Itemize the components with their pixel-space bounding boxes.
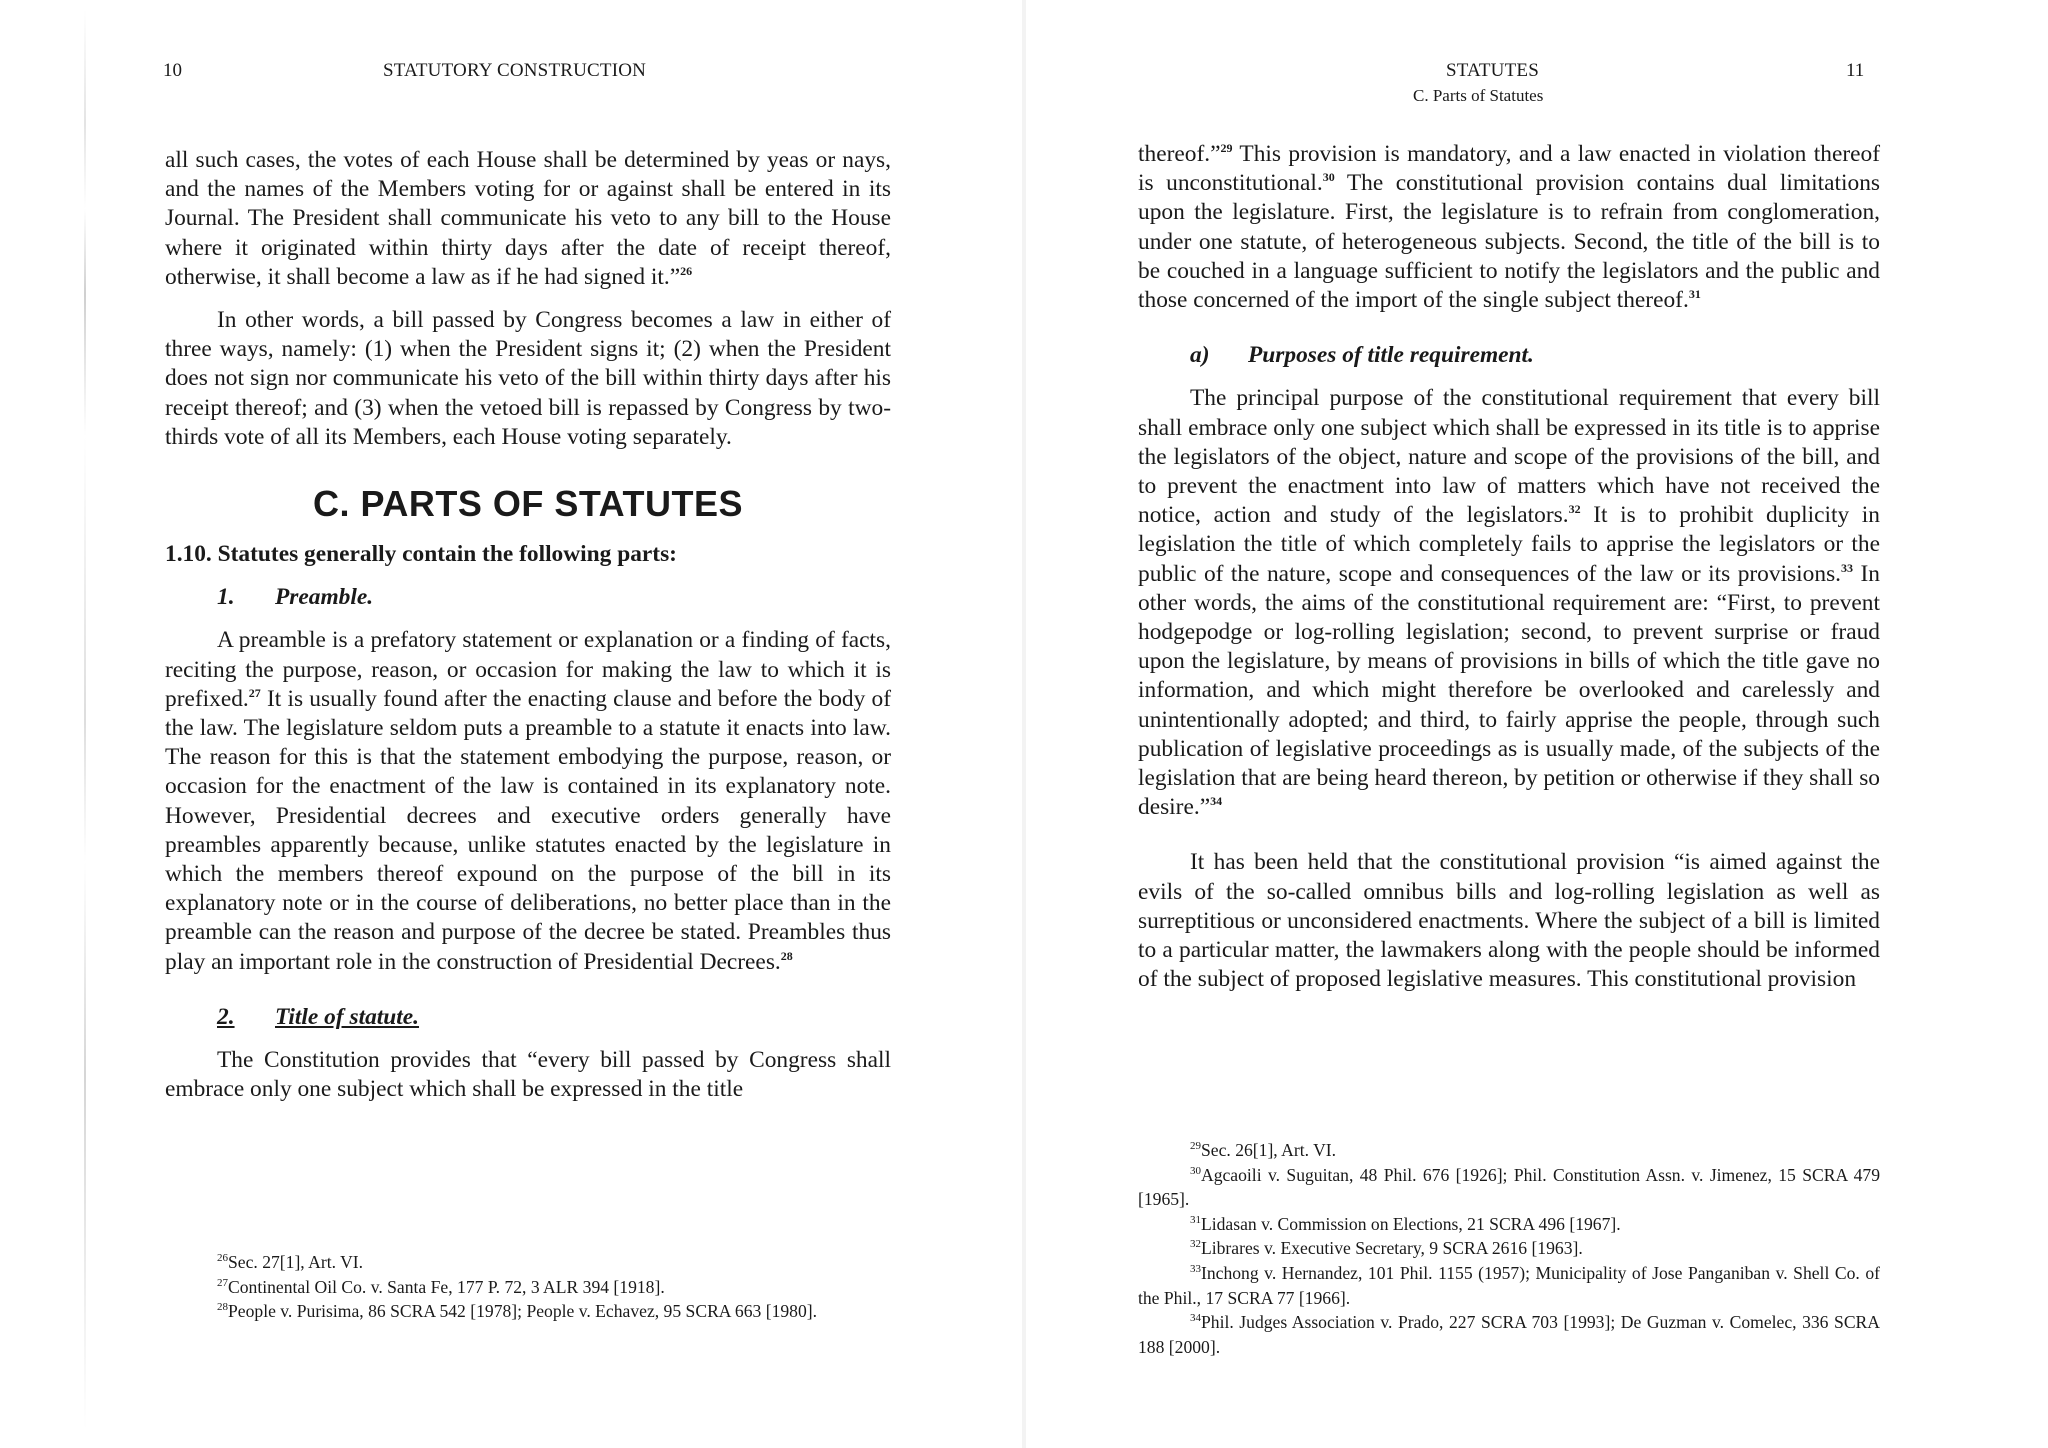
section-title: C. PARTS OF STATUTES [313, 483, 743, 525]
footnote-number: 33 [1190, 1262, 1201, 1275]
subheading-preamble [165, 583, 891, 612]
subheading-purposes [1138, 341, 1880, 370]
footnote-ref: 30 [1322, 170, 1335, 185]
left-body [165, 146, 891, 1104]
paragraph [1138, 140, 1880, 315]
paragraph: It has been held that the constitutional provision “is aimed against the evils of the so-called omnibus bills and log-rolling legislation as well as surreptitious or unconsidered enactments. Where the subject of a bill is limited to a particular matter, the lawmakers along with the people should be informed of the subject of proposed legislative measures. This constitutional provision [1138, 849, 1880, 993]
paragraph: In other words, a bill passed by Congress becomes a law in either of three ways, namely: (1) when the President signs it; (2) when the President does not sign nor communicate his veto of the bill within thirty days after his receipt thereof; and (3) when the vetoed bill is repassed by Congress by two-thirds vote of all its Members, each House voting separately. [165, 307, 891, 450]
paragraph-text: It is usually found after the enacting clause and before the body of the law. The legislature seldom puts a preamble to a statute it enacts into law. The reason for this is that the statement embodying the purpose, reason, or occasion for the enactment of the law is contained in its explanatory note. However, Presidential decrees and executive orders generally have preambles apparently because, unlike statutes enacted by the legislature in which the members thereof expound on the purpose of the bill in its explanatory note or in the course of deliberations, no better place than in the preamble can the reason and purpose of the decree be stated. Preambles thus play an important role in the construction of Presidential Decrees. [165, 685, 891, 975]
footnote-ref: 32 [1568, 502, 1581, 517]
footnote-text: Sec. 27[1], Art. VI. [228, 1252, 364, 1272]
subheading-title: Purposes of title requirement. [1248, 342, 1534, 369]
paragraph-text: thereof.” [1138, 141, 1221, 167]
running-head: STATUTES [1446, 60, 1539, 81]
footnote-number: 26 [217, 1252, 228, 1264]
paragraph: The Constitution provides that “every bill passed by Congress shall embrace only one subject which shall be expressed in the title [165, 1047, 891, 1103]
subheading-title: Title of statute. [275, 1003, 420, 1030]
scan-edge-shadow [84, 10, 86, 1430]
paragraph-text: In other words, the aims of the constitutional requirement are: “First, to prevent hodgepodge or log-rolling legislation; second, to prevent surprise or fraud upon the legislature, by means of provisions in bills of which the title gave no information, and which might therefore be overlooked and carelessly and unintentionally adopted; and third, to fairly apprise the people, through such publication of legislative proceedings as is usually made, of the subjects of the legislation that are being heard thereon, by petition or otherwise if they shall so desire.” [1138, 560, 1880, 821]
footnote-text: Agcaoili v. Suguitan, 48 Phil. 676 [1926]; Phil. Constitution Assn. v. Jimenez, 15 SCRA 479 [1965]. [1138, 1164, 1880, 1210]
footnote-number: 32 [1190, 1238, 1201, 1251]
right-footnotes [1138, 1138, 1880, 1359]
footnote [165, 1299, 891, 1324]
footnote-ref: 29 [1220, 141, 1233, 155]
footnote-ref: 34 [1210, 794, 1223, 809]
footnote [1138, 1163, 1880, 1212]
footnote-number: 34 [1190, 1312, 1201, 1325]
subheading-label: a) [1190, 342, 1210, 369]
footnote-number: 30 [1190, 1164, 1201, 1177]
footnote-ref: 28 [780, 948, 793, 963]
running-subhead: C. Parts of Statutes [1413, 86, 1544, 105]
footnote [165, 1250, 891, 1275]
paragraph-text: The principal purpose of the constitutional requirement that every bill shall embrace only one subject which shall be expressed in its title is to apprise the legislators of the object, nature and scope of the provisions of the bill, and to prevent the enactment into law of matters which have not received the notice, action and study of the legislators. [1138, 385, 1880, 529]
right-page [1024, 0, 2048, 1448]
footnote [165, 1275, 891, 1300]
section-heading: 1.10. Statutes generally contain the following parts: [165, 541, 677, 568]
footnote [1138, 1138, 1880, 1163]
paragraph [165, 626, 891, 976]
footnote [1138, 1261, 1880, 1310]
subheading-number: 2. [217, 1003, 235, 1030]
footnote-text: Inchong v. Hernandez, 101 Phil. 1155 (1957); Municipality of Jose Panganiban v. Shell Co. of the Phil., 17 SCRA 77 [1966]. [1138, 1262, 1880, 1308]
paragraph-text: all such cases, the votes of each House shall be determined by yeas or nays, and the names of the Members voting for or against shall be entered in its Journal. The President shall communicate his veto to any bill to the House where it originated within thirty days after the date of receipt thereof, otherwise, it shall become a law as if he had signed it.” [165, 147, 891, 290]
footnote-text: Lidasan v. Commission on Elections, 21 SCRA 496 [1967]. [1201, 1213, 1621, 1234]
subheading-title-of-statute [165, 1003, 891, 1032]
left-footnotes [165, 1250, 891, 1324]
subheading-number: 1. [217, 584, 235, 611]
footnote-ref: 33 [1841, 560, 1854, 575]
page-number: 10 [163, 60, 182, 81]
paragraph-text: It is to prohibit duplicity in legislation the title of which completely fails to apprise the legislators or the public of the nature, scope and consequences of the law or its provisions. [1138, 502, 1880, 587]
footnote-text: Phil. Judges Association v. Prado, 227 SCRA 703 [1993]; De Guzman v. Comelec, 336 SCRA 188 [2000]. [1138, 1312, 1880, 1357]
subheading-title: Preamble. [275, 584, 374, 611]
footnote [1138, 1236, 1880, 1261]
paragraph-text: A preamble is a prefatory statement or explanation or a finding of facts, reciting the purpose, reason, or occasion for making the law to which it is prefixed. [165, 627, 891, 712]
footnote-text: Continental Oil Co. v. Santa Fe, 177 P. 72, 3 ALR 394 [1918]. [228, 1276, 665, 1297]
footnote-ref: 31 [1688, 287, 1701, 302]
paragraph-text: This provision is mandatory, and a law enacted in violation thereof is unconstitutional. [1138, 141, 1880, 197]
paragraph-text: The constitutional provision contains dual limitations upon the legislature. First, the legislature is to refrain from conglomeration, under one statute, of heterogeneous subjects. Second, the title of the bill is to be couched in a language sufficient to notify the legislators and the public and those concerned of the import of the single subject thereof. [1138, 170, 1880, 314]
running-head: STATUTORY CONSTRUCTION [383, 60, 647, 81]
footnote-number: 28 [217, 1301, 228, 1314]
page-number: 11 [1846, 60, 1865, 81]
footnote-number: 27 [217, 1276, 228, 1289]
footnote-ref: 26 [680, 263, 693, 278]
footnote [1138, 1310, 1880, 1359]
footnote-text: People v. Purisima, 86 SCRA 542 [1978]; People v. Echavez, 95 SCRA 663 [1980]. [228, 1301, 818, 1322]
paragraph [165, 146, 891, 292]
footnote-text: Sec. 26[1], Art. VI. [1201, 1140, 1337, 1160]
footnote [1138, 1212, 1880, 1237]
footnote-text: Librares v. Executive Secretary, 9 SCRA 2616 [1963]. [1201, 1238, 1583, 1259]
footnote-number: 29 [1190, 1140, 1201, 1152]
paragraph [1138, 384, 1880, 822]
right-body [1138, 140, 1880, 994]
footnote-ref: 27 [248, 685, 261, 700]
footnote-number: 31 [1190, 1213, 1201, 1226]
